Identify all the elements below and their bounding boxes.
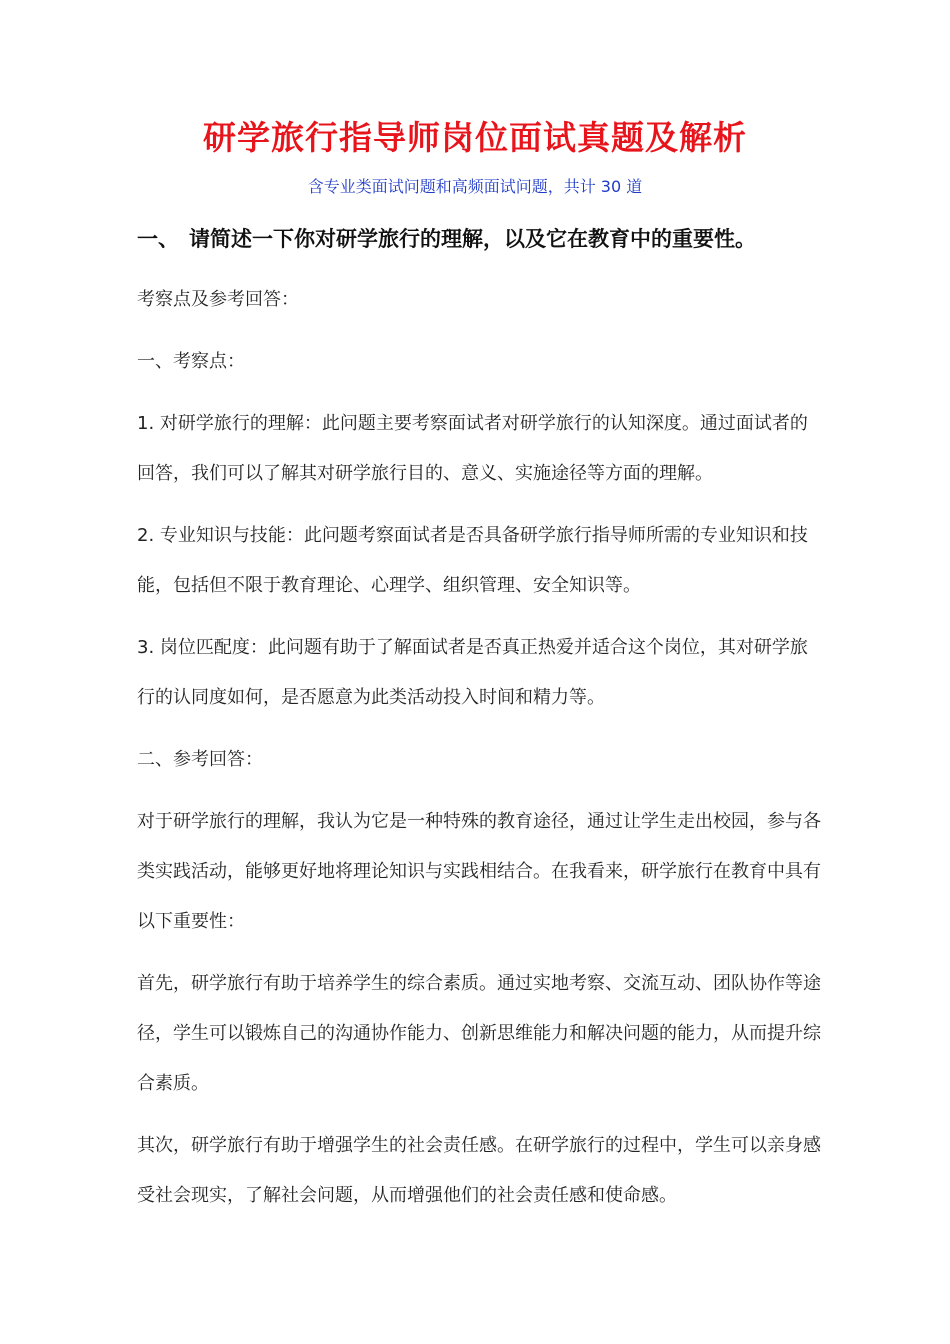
question-heading [137,222,837,256]
section2-heading: 二、参考回答： [137,749,263,770]
section1-heading: 一、考察点： [137,351,245,372]
answer-paragraph-2: 首先，研学旅行有助于培养学生的综合素质。通过实地考察、交流互动、团队协作等途径，学生可以锻炼自己的沟通协作能力、创新思维能力和解决问题的能力，从而提升综合素质。 [137,973,821,1094]
point-2: 2. 专业知识与技能：此问题考察面试者是否具备研学旅行指导师所需的专业知识和技能，包括但不限于教育理论、心理学、组织管理、安全知识等。 [137,525,808,596]
point-3: 3. 岗位匹配度：此问题有助于了解面试者是否真正热爱并适合这个岗位，其对研学旅行的认同度如何，是否愿意为此类活动投入时间和精力等。 [137,637,808,708]
question-number: 一、 [137,227,179,251]
question-text: 请简述一下你对研学旅行的理解，以及它在教育中的重要性。 [189,227,756,251]
document-title: 研学旅行指导师岗位面试真题及解析 [203,118,747,157]
intro-line: 考察点及参考回答： [137,289,299,310]
document-subtitle: 含专业类面试问题和高频面试问题，共计 30 道 [307,177,643,196]
answer-paragraph-3: 其次，研学旅行有助于增强学生的社会责任感。在研学旅行的过程中，学生可以亲身感受社会现实，了解社会问题，从而增强他们的社会责任感和使命感。 [137,1135,821,1206]
point-1: 1. 对研学旅行的理解：此问题主要考察面试者对研学旅行的认知深度。通过面试者的回答，我们可以了解其对研学旅行目的、意义、实施途径等方面的理解。 [137,413,808,484]
answer-paragraph-1: 对于研学旅行的理解，我认为它是一种特殊的教育途径，通过让学生走出校园，参与各类实践活动，能够更好地将理论知识与实践相结合。在我看来，研学旅行在教育中具有以下重要性： [137,811,821,932]
